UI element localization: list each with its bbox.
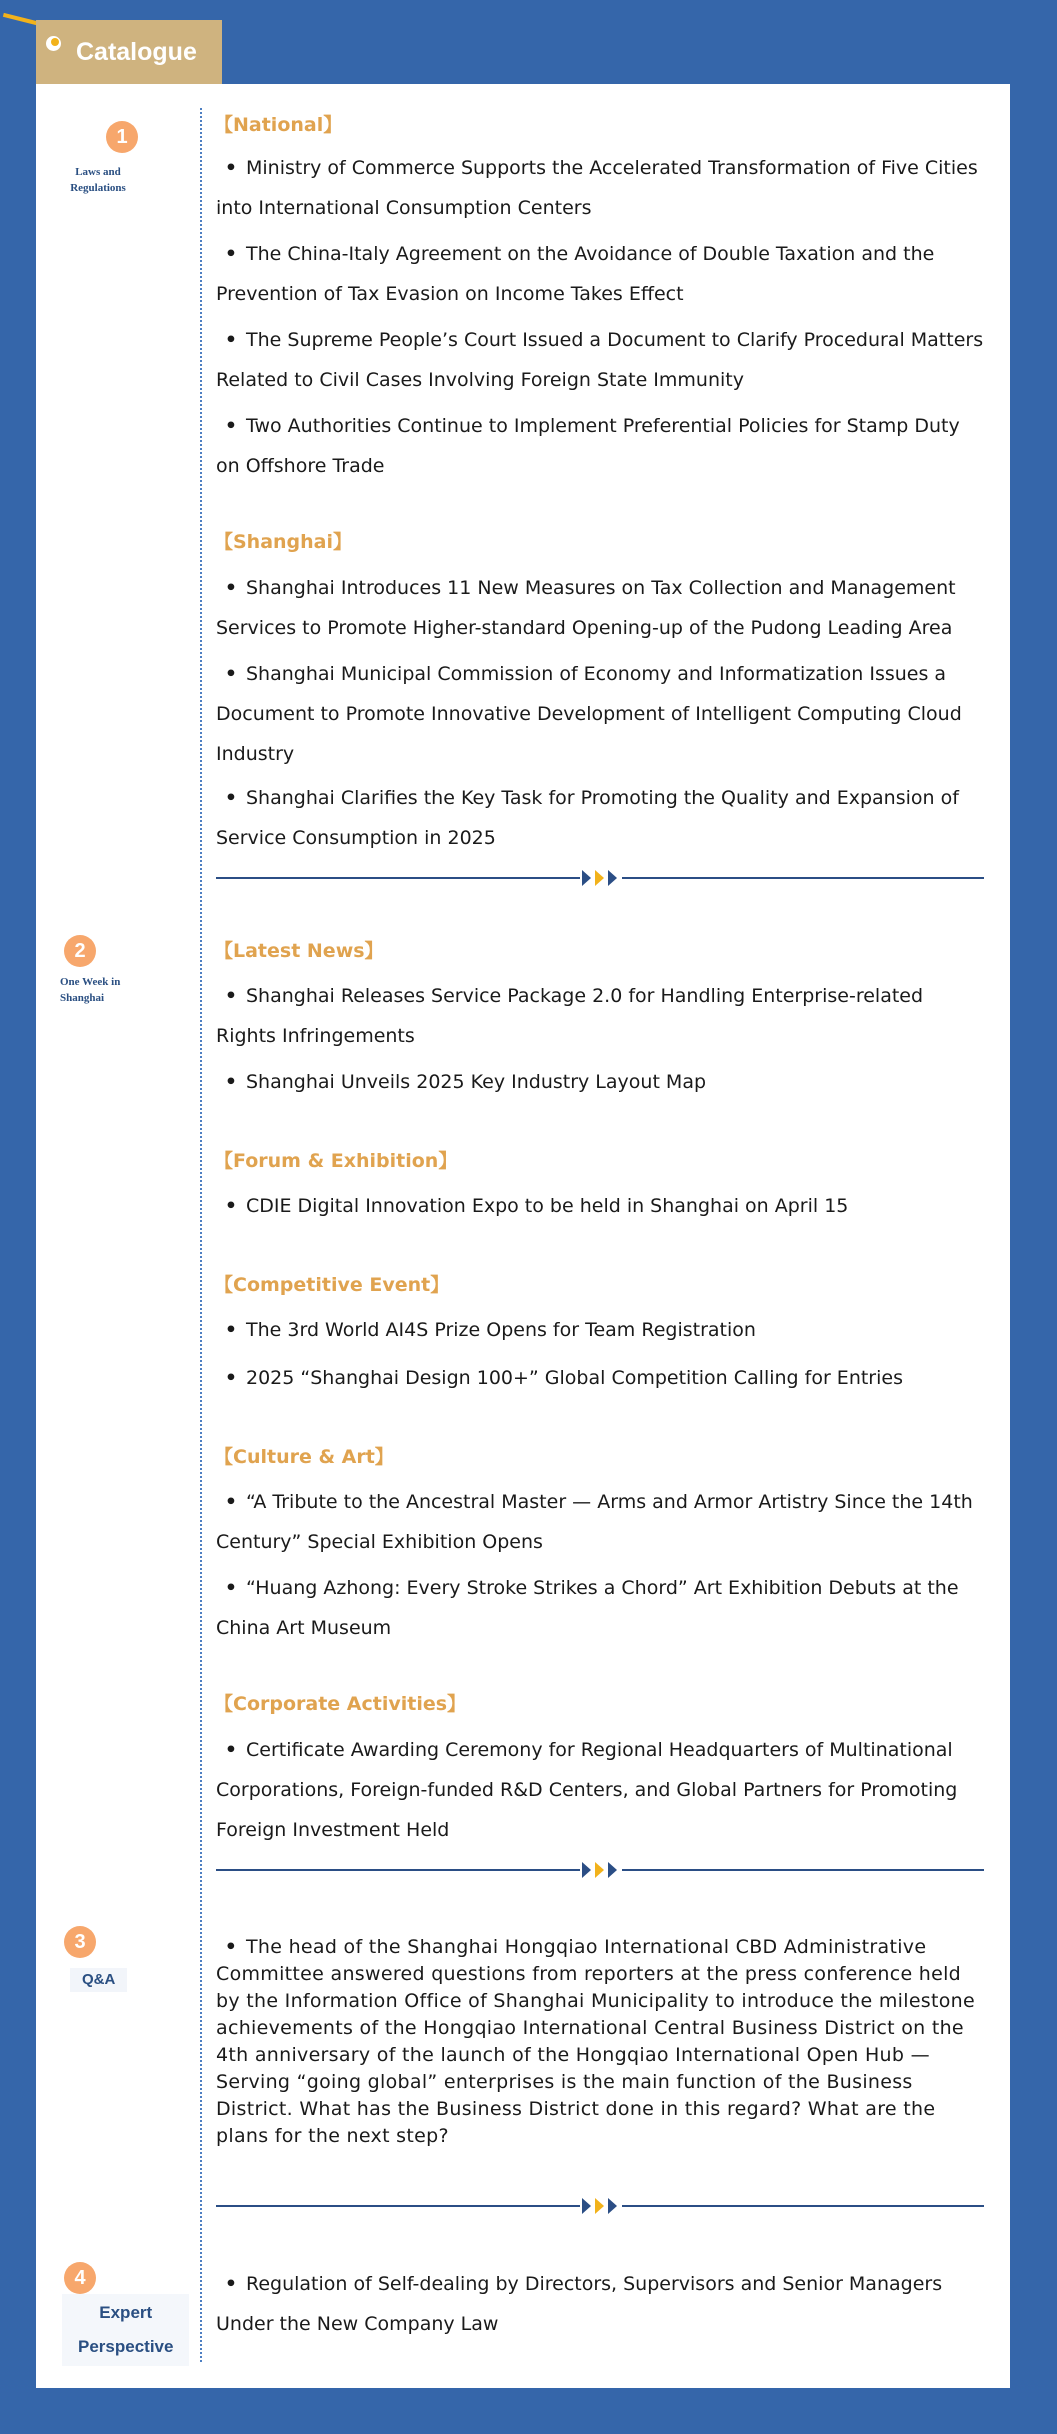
section-number-badge: 1 (106, 121, 138, 153)
section-divider (216, 868, 984, 888)
group-title-shanghai: 【Shanghai】 (214, 531, 353, 553)
group-title-culture-art: 【Culture & Art】 (214, 1446, 394, 1468)
section-label: Q&A (70, 1968, 127, 1992)
section-label-line: Expert (99, 2303, 153, 2322)
section-label: Laws and Regulations (70, 166, 126, 194)
section-number-badge: 3 (64, 1926, 96, 1958)
catalogue-item-link[interactable]: • “A Tribute to the Ancestral Master — Arms and Armor Artistry Since the 14th Century” Special Exhibition Opens (216, 1491, 973, 1553)
catalogue-item-link[interactable]: • CDIE Digital Innovation Expo to be held in Shanghai on April 15 (224, 1195, 849, 1217)
triple-arrow-icon (580, 2196, 622, 2216)
section-label (62, 2294, 189, 2366)
catalogue-item-link[interactable]: • Certificate Awarding Ceremony for Regional Headquarters of Multinational Corporations, Foreign-funded R&D Centers, and Global Partners for Promoting Foreign Investment Held (216, 1739, 958, 1841)
catalogue-item-link[interactable]: • Shanghai Unveils 2025 Key Industry Layout Map (224, 1071, 707, 1093)
catalogue-item-link[interactable]: • The 3rd World AI4S Prize Opens for Team Registration (224, 1319, 756, 1341)
catalogue-item-link[interactable]: • Shanghai Releases Service Package 2.0 for Handling Enterprise-related Rights Infringements (216, 985, 924, 1047)
group-title-forum-exhibition: 【Forum & Exhibition】 (214, 1150, 458, 1172)
catalogue-item-link[interactable]: • Two Authorities Continue to Implement Preferential Policies for Stamp Duty on Offshore Trade (216, 415, 960, 477)
section-divider (216, 1860, 984, 1880)
catalogue-item-link[interactable]: • The head of the Shanghai Hongqiao International CBD Administrative Committee answered questions from reporters at the press conference held by the Information Office of Shanghai Municipality to introduce the milestone achievements of the Hongqiao International Central Business District on the 4th anniversary of the launch of the Hongqiao International Open Hub — Serving “going global” enterprises is the main function of the Business District. What has the Business District done in this regard? What are the plans for the next step? (216, 1936, 976, 2147)
section-number-badge: 2 (64, 935, 96, 967)
catalogue-item-link[interactable]: • Shanghai Introduces 11 New Measures on Tax Collection and Management Services to Promote Higher-standard Opening-up of the Pudong Leading Area (216, 577, 956, 639)
catalogue-item-link[interactable]: • Ministry of Commerce Supports the Accelerated Transformation of Five Cities into International Consumption Centers (216, 157, 978, 219)
catalogue-item-link[interactable]: • The China-Italy Agreement on the Avoidance of Double Taxation and the Prevention of Tax Evasion on Income Takes Effect (216, 243, 935, 305)
section-label-line: Perspective (78, 2337, 174, 2356)
catalogue-tab-label: Catalogue (76, 38, 197, 66)
catalogue-item-link[interactable]: • “Huang Azhong: Every Stroke Strikes a Chord” Art Exhibition Debuts at the China Art Museum (216, 1577, 959, 1639)
triple-arrow-icon (580, 1860, 622, 1880)
triple-arrow-icon (580, 868, 622, 888)
group-title-competitive-event: 【Competitive Event】 (214, 1274, 450, 1296)
group-title-national: 【National】 (214, 114, 343, 136)
timeline-dotted-line (200, 108, 202, 2362)
catalogue-item-link[interactable]: • Regulation of Self-dealing by Directors, Supervisors and Senior Managers Under the New Company Law (216, 2273, 943, 2335)
catalogue-tab (36, 20, 222, 84)
section-number-badge: 4 (64, 2262, 96, 2294)
circle-dot-icon (46, 36, 61, 51)
section-label: One Week in Shanghai (60, 976, 121, 1004)
group-title-latest-news: 【Latest News】 (214, 940, 384, 962)
catalogue-item-link[interactable]: • Shanghai Clarifies the Key Task for Promoting the Quality and Expansion of Service Consumption in 2025 (216, 787, 959, 849)
group-title-corporate-activities: 【Corporate Activities】 (214, 1693, 467, 1715)
catalogue-item-link[interactable]: • The Supreme People’s Court Issued a Document to Clarify Procedural Matters Related to Civil Cases Involving Foreign State Immunity (216, 329, 984, 391)
section-divider (216, 2196, 984, 2216)
catalogue-item-link[interactable]: • Shanghai Municipal Commission of Economy and Informatization Issues a Document to Promote Innovative Development of Intelligent Computing Cloud Industry (216, 663, 962, 765)
catalogue-item-link[interactable]: • 2025 “Shanghai Design 100+” Global Competition Calling for Entries (224, 1367, 903, 1389)
